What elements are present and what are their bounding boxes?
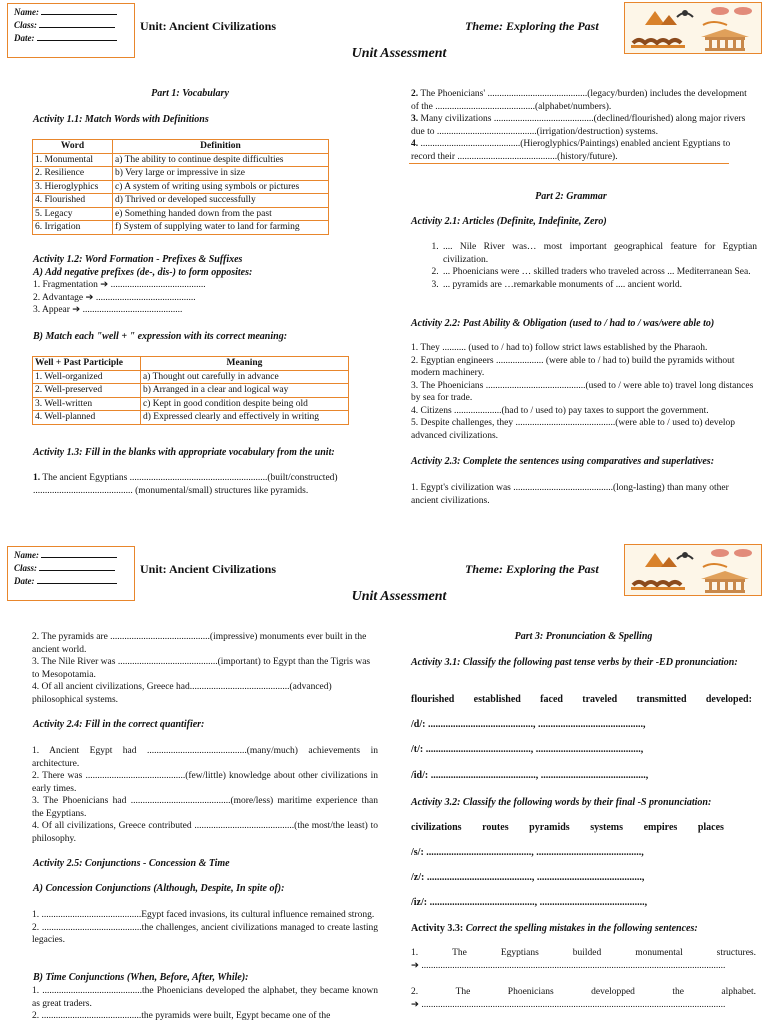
list-item[interactable]: [411, 138, 748, 163]
class-label: Class:: [14, 20, 38, 30]
word-item: transmitted: [636, 694, 687, 705]
list-item[interactable]: [411, 113, 748, 138]
list-item[interactable]: 2. ... Phoenicians were … skilled traders who traveled across ... Mediterranean Sea.: [441, 266, 757, 279]
list-item[interactable]: 4. Of all civilizations, Greece contributed ..........................................(the most/the least) to philosophy.: [32, 821, 378, 844]
word-item: empires: [643, 822, 678, 833]
activity-1-2-title: Activity 1.2: Word Formation - Prefixes & Suffixes: [33, 254, 243, 265]
word-item: builded: [572, 948, 602, 958]
word-item: Phoenicians: [507, 987, 554, 997]
table-header: Word: [33, 140, 113, 154]
list-item[interactable]: 1. They .......... (used to / had to) follow strict laws established by the Pharaoh.: [411, 343, 708, 353]
prefix-items: [33, 279, 206, 317]
word-definition-table: [32, 139, 329, 235]
table-row: [33, 180, 329, 194]
iz-row[interactable]: /iz/: .........................................., ..........................................,: [411, 897, 648, 908]
item-text: Many civilizations ..........................................(declined/flourished) along major rivers due to ..........................................(irrigation/destruction) systems.: [411, 114, 746, 137]
table-cell: 1. Well-organized: [33, 370, 141, 384]
item-text: The Phoenicians' ..........................................(legacy/burden) includes the development of the ..........................................(alphabet/numbers).: [411, 89, 747, 112]
list-item[interactable]: 5. Despite challenges, they ..........................................(were able to / used to) develop advanced civilizations.: [411, 418, 735, 441]
activity-2-2-title: Activity 2.2: Past Ability & Obligation (used to / had to / was/were able to): [411, 318, 715, 329]
table-cell: 6. Irrigation: [33, 221, 113, 235]
list-item[interactable]: 1. .... Nile River was… most important geographical feature for Egyptian civilization.: [441, 241, 757, 266]
word-item: developed:: [705, 694, 752, 705]
item-number: 1.: [33, 473, 41, 483]
list-item[interactable]: 2. Egyptian engineers .................... (were able to / had to) build the pyramids without modern machinery.: [411, 355, 735, 378]
fill-blank-continued: [411, 88, 748, 163]
list-item[interactable]: 2. There was ..........................................(few/little) knowledge about other civilizations in early times.: [32, 771, 378, 794]
spelling-item-1: [411, 947, 756, 972]
list-item[interactable]: 1. Egypt's civilization was ..........................................(long-lasting) than many other ancient civilizations.: [411, 483, 729, 506]
list-item[interactable]: 3. The Phoenicians had ..........................................(more/less) maritime experience than the Egyptians.: [32, 796, 378, 819]
concession-subtitle: A) Concession Conjunctions (Although, Despite, In spite of):: [33, 883, 285, 894]
time-subtitle: B) Time Conjunctions (When, Before, After, While):: [33, 972, 249, 983]
item-text: ..........................................(Hieroglyphics/Paintings) enabled ancient Egyptians to record their ..........................................(history/future).: [411, 139, 731, 162]
word-item: Egyptians: [500, 948, 539, 958]
table-cell: 5. Legacy: [33, 207, 113, 221]
activity-1-3-title: Activity 1.3: Fill in the blanks with appropriate vocabulary from the unit:: [33, 447, 335, 458]
theme-title: Theme: Exploring the Past: [465, 562, 599, 576]
concession-list: [32, 909, 378, 947]
word-item: the: [672, 987, 684, 997]
time-list: [32, 985, 378, 1023]
table-cell: b) Very large or impressive in size: [113, 167, 329, 181]
date-label: Date:: [14, 33, 35, 43]
list-item[interactable]: 1. ..........................................the Phoenicians developed the alphabet, they became known as great traders.: [32, 986, 378, 1009]
table-row: [33, 153, 329, 167]
table-row: [33, 207, 329, 221]
activity-1-2a-instructions: A) Add negative prefixes (de-, dis-) to form opposites:: [33, 267, 253, 278]
list-item[interactable]: 1. Ancient Egypt had ..........................................(many/much) achievements in architecture.: [32, 746, 378, 769]
word-item: faced: [540, 694, 563, 705]
word-item: alphabet.: [721, 987, 756, 997]
activity-2-5-title: Activity 2.5: Conjunctions - Concession & Time: [33, 858, 230, 869]
table-cell: 2. Resilience: [33, 167, 113, 181]
table-header: Well + Past Participle: [33, 357, 141, 371]
part2-title: Part 2: Grammar: [535, 191, 607, 202]
word-item: places: [697, 822, 724, 833]
list-item[interactable]: 1. Fragmentation ➔ ........................................: [33, 280, 206, 290]
part3-title: Part 3: Pronunciation & Spelling: [514, 631, 653, 642]
table-cell: c) A system of writing using symbols or pictures: [113, 180, 329, 194]
activity-3-3-title: [411, 923, 698, 934]
table-cell: 4. Well-planned: [33, 411, 141, 425]
list-item[interactable]: 1. ..........................................Egypt faced invasions, its cultural influence remained strong.: [32, 910, 375, 920]
word-item: The: [455, 987, 471, 997]
word-item: flourished: [411, 694, 455, 705]
class-label: Class:: [14, 563, 38, 573]
answer-line[interactable]: ➔ ................................................................................................................................: [411, 999, 726, 1010]
table-cell: 1. Monumental: [33, 153, 113, 167]
word-item: developped: [591, 987, 635, 997]
activity-3-1-title: Activity 3.1: Classify the following past tense verbs by their -ED pronunciation:: [411, 657, 738, 668]
activity-2-3-title: Activity 2.3: Complete the sentences using comparatives and superlatives:: [411, 456, 715, 467]
table-row: [33, 221, 329, 235]
table-cell: a) The ability to continue despite difficulties: [113, 153, 329, 167]
unit-title: Unit: Ancient Civilizations: [140, 562, 277, 576]
table-row: [33, 194, 329, 208]
list-item[interactable]: 2. The pyramids are ..........................................(impressive) monuments ever built in the ancient world.: [32, 632, 367, 655]
comparatives-list: [411, 482, 756, 507]
table-header: Meaning: [141, 357, 349, 371]
list-item[interactable]: 2. ..........................................the pyramids were built, Egypt became one of the: [32, 1011, 331, 1021]
word-item: routes: [482, 822, 509, 833]
ed-t-row[interactable]: /t/: .........................................., ..........................................,: [411, 744, 644, 755]
ed-word-list: [411, 694, 752, 705]
ability-obligation-list: [411, 342, 756, 442]
table-row: [33, 397, 349, 411]
table-cell: 2. Well-preserved: [33, 384, 141, 398]
table-cell: e) Something handed down from the past: [113, 207, 329, 221]
articles-list: [411, 241, 757, 291]
answer-line[interactable]: ➔ ................................................................................................................................: [411, 960, 726, 971]
table-row: [33, 370, 349, 384]
word-item: The: [452, 948, 467, 958]
list-item[interactable]: 3. The Phoenicians ..........................................(used to / were able to) travel long distances by sea for trade.: [411, 380, 754, 403]
list-item[interactable]: 2. ..........................................the challenges, ancient civilizations managed to create lasting legacies.: [32, 922, 378, 945]
list-item[interactable]: [411, 88, 748, 113]
item-text: The ancient Egyptians ..........................................................(built/constructed) .......................................... (monumental/small) structures like pyramids.: [33, 473, 338, 496]
table-cell: f) System of supplying water to land for farming: [113, 221, 329, 235]
well-expressions-table: [32, 356, 349, 425]
divider: [409, 163, 729, 164]
theme-title: Theme: Exploring the Past: [465, 19, 599, 33]
activity-1-1-title: Activity 1.1: Match Words with Definitions: [33, 114, 209, 125]
activity-2-4-title: Activity 2.4: Fill in the correct quantifier:: [33, 719, 205, 730]
word-item: structures.: [716, 948, 756, 958]
table-cell: 3. Hieroglyphics: [33, 180, 113, 194]
part1-title: Part 1: Vocabulary: [151, 88, 229, 99]
activity-1-2b-title: B) Match each "well + " expression with its correct meaning:: [33, 331, 288, 342]
item-number: 2.: [411, 89, 419, 99]
list-item[interactable]: 4. Citizens ....................(had to / used to) pay taxes to support the government.: [411, 405, 709, 416]
activity-3-3-label: Activity 3.3:: [411, 923, 464, 934]
spelling-item-2: [411, 986, 756, 1011]
quantifier-list: [32, 745, 378, 845]
word-item: traveled: [582, 694, 618, 705]
assessment-title: Unit Assessment: [351, 46, 447, 61]
ed-d-row[interactable]: /d/: .........................................., ..........................................,: [411, 719, 646, 730]
assessment-title: Unit Assessment: [351, 589, 447, 604]
name-label: Name:: [14, 550, 39, 560]
ed-id-row[interactable]: /id/: .........................................., ..........................................,: [411, 770, 649, 781]
list-item[interactable]: 3. Appear ➔ ..........................................: [33, 305, 183, 315]
table-header: Definition: [113, 140, 329, 154]
comparatives-continued: [32, 631, 378, 706]
list-item[interactable]: 2. Advantage ➔ ..........................................: [33, 292, 196, 303]
word-item: pyramids: [529, 822, 570, 833]
table-cell: 4. Flourished: [33, 194, 113, 208]
word-item: 1.: [411, 948, 419, 958]
unit-title: Unit: Ancient Civilizations: [140, 19, 277, 33]
activity-2-1-title: Activity 2.1: Articles (Definite, Indefinite, Zero): [411, 216, 607, 227]
word-item: systems: [590, 822, 624, 833]
activity-3-2-title: Activity 3.2: Classify the following words by their final -S pronunciation:: [411, 797, 712, 808]
list-item[interactable]: 4. Of all ancient civilizations, Greece had..........................................(advanced) philosophical systems.: [32, 682, 332, 705]
table-cell: b) Arranged in a clear and logical way: [141, 384, 349, 398]
item-number: 4.: [411, 139, 419, 149]
list-item[interactable]: 3. ... pyramids are …remarkable monuments of .... ancient world.: [441, 279, 757, 292]
table-cell: 3. Well-written: [33, 397, 141, 411]
table-cell: d) Expressed clearly and effectively in writing: [141, 411, 349, 425]
table-cell: d) Thrived or developed successfully: [113, 194, 329, 208]
z-row[interactable]: /z/: .........................................., ..........................................,: [411, 872, 645, 883]
table-row: [33, 411, 349, 425]
word-item: monumental: [635, 948, 683, 958]
table-row: [33, 167, 329, 181]
s-row[interactable]: /s/: .........................................., ..........................................,: [411, 847, 644, 858]
date-label: Date:: [14, 576, 35, 586]
word-item: established: [473, 694, 521, 705]
list-item[interactable]: 3. The Nile River was ..........................................(important) to Egypt than the Tigris was to Mesopotamia.: [32, 657, 371, 680]
table-cell: a) Thought out carefully in advance: [141, 370, 349, 384]
activity-3-3-instructions: Correct the spelling mistakes in the following sentences:: [463, 923, 698, 934]
word-item: civilizations: [411, 822, 462, 833]
fill-blank-item-1[interactable]: [33, 472, 355, 497]
name-label: Name:: [14, 7, 39, 17]
word-item: 2.: [411, 987, 419, 997]
s-word-list: [411, 822, 724, 833]
table-cell: c) Kept in good condition despite being old: [141, 397, 349, 411]
table-row: [33, 384, 349, 398]
item-number: 3.: [411, 114, 419, 124]
